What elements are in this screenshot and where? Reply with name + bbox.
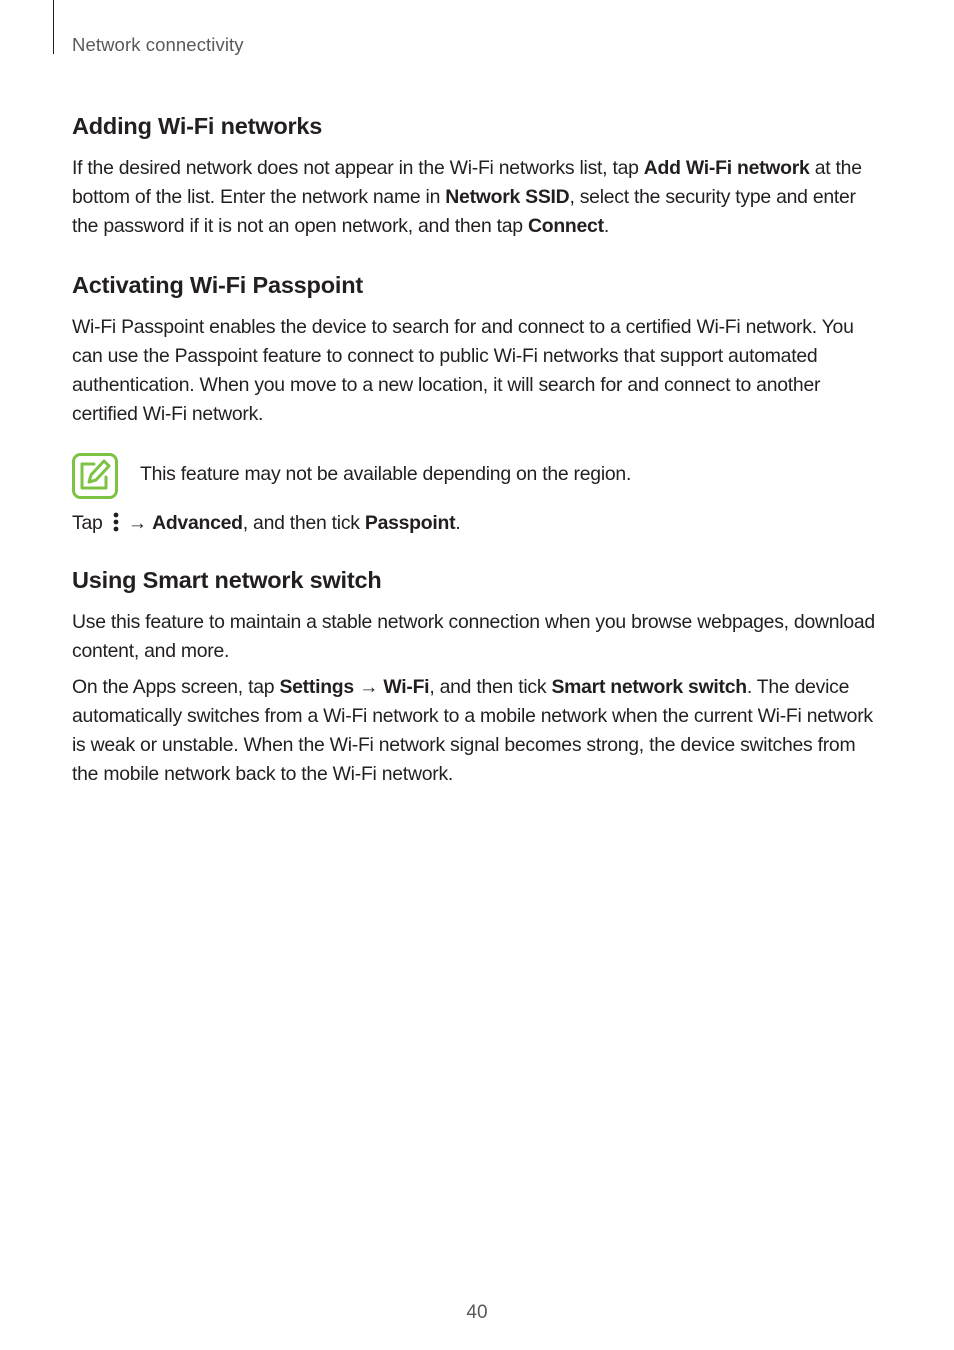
note-text: This feature may not be available depending on the region. [140, 463, 632, 485]
note-pencil-icon [72, 453, 118, 499]
ui-term-advanced: Advanced [152, 512, 243, 534]
ui-term-connect: Connect [527, 215, 604, 237]
arrow-glyph: → [122, 512, 153, 534]
text-run: Tap [72, 512, 108, 534]
ui-term-smart-network-switch: Smart network switch [551, 676, 747, 698]
text-run: , and then tick [429, 676, 552, 698]
ui-term-wifi: Wi-Fi [383, 676, 430, 698]
section-title-passpoint: Activating Wi-Fi Passpoint [72, 272, 363, 298]
text-run: , and then tick [242, 512, 365, 534]
section-title-smart-switch: Using Smart network switch [72, 567, 382, 593]
more-options-icon [111, 510, 121, 534]
adding-wifi-paragraph [72, 154, 882, 241]
smart-switch-paragraph [72, 673, 882, 789]
text-run: . The device automatically switches from a Wi-Fi network to a mobile network when the current Wi-Fi network is weak or unstable. When the Wi-Fi network signal becomes strong, the device switches from the mobile network back to the Wi-Fi network. [72, 676, 873, 785]
text-run: If the desired network does not appear in the Wi-Fi networks list, tap [72, 157, 644, 179]
text-run: . [455, 512, 461, 534]
smart-switch-intro: Use this feature to maintain a stable network connection when you browse webpages, download content, and more. [72, 611, 875, 662]
passpoint-paragraph: Wi-Fi Passpoint enables the device to search for and connect to a certified Wi-Fi network. You can use the Passpoint feature to connect to public Wi-Fi networks that support automated authentication. When you move to a new location, it will search for and connect to another certified Wi-Fi network. [72, 316, 854, 425]
text-run: . [603, 215, 609, 237]
passpoint-instruction [72, 509, 882, 538]
page-number: 40 [466, 1302, 488, 1323]
margin-rule [53, 0, 54, 54]
ui-term-add-wifi-network: Add Wi-Fi network [643, 157, 810, 179]
text-run: at the bottom of the list. Enter the network name in [72, 157, 862, 208]
text-run: , select the security type and enter the password if it is not an open network, and then tap [72, 186, 856, 237]
ui-term-settings: Settings [279, 676, 354, 698]
arrow-glyph: → [353, 676, 384, 698]
ui-term-passpoint: Passpoint [364, 512, 456, 534]
section-title-adding-wifi: Adding Wi-Fi networks [72, 113, 323, 139]
text-run: On the Apps screen, tap [72, 676, 280, 698]
ui-term-network-ssid: Network SSID [445, 186, 570, 208]
note-callout [72, 453, 882, 499]
page-content [72, 108, 882, 789]
running-header: Network connectivity [72, 34, 244, 55]
